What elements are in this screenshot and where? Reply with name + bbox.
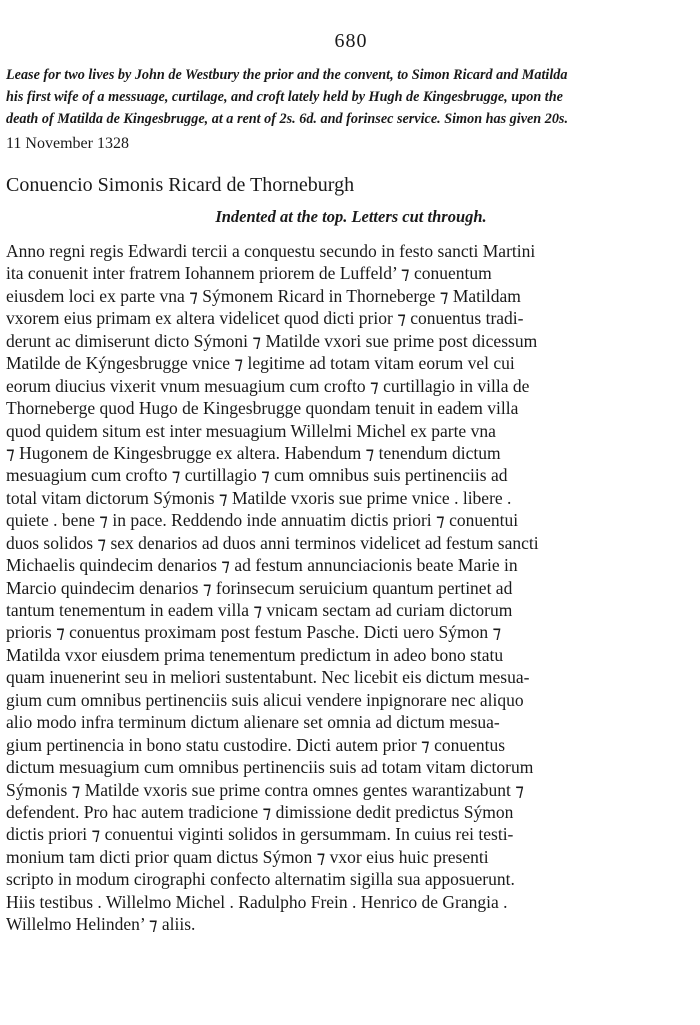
body-line: tantum tenementum in eadem villa ⁊ vnicam sectam ad curiam dictorum xyxy=(6,600,513,620)
document-page xyxy=(6,0,696,1025)
body-line: quam inuenerint seu in meliori sustentabunt. Nec licebit eis dictum mesua- xyxy=(6,667,530,688)
body-line: Marcio quindecim denarios ⁊ forinsecum seruicium quantum pertinet ad xyxy=(6,577,513,598)
body-line: total vitam dictorum Sýmonis ⁊ Matilde vxoris sue prime vnice . libere . xyxy=(6,487,512,508)
body-line: scripto in modum cirographi confecto alternatim sigilla sua apposuerunt. xyxy=(6,869,515,890)
page-number: 680 xyxy=(334,30,368,52)
body-line: Matilde de Kýngesbrugge vnice ⁊ legitime ad totam vitam eorum vel cui xyxy=(6,353,515,374)
body-line: duos solidos ⁊ sex denarios ad duos anni terminos videlicet ad festum sancti xyxy=(6,532,539,553)
body-line: gium pertinencia in bono statu custodire. Dicti autem prior ⁊ conuentus xyxy=(6,734,506,755)
body-line: Thorneberge quod Hugo de Kingesbrugge quondam tenuit in eadem villa xyxy=(6,398,519,419)
body-line: dictis priori ⁊ conuentui viginti solidos in gersummam. In cuius rei testi- xyxy=(6,824,514,845)
document-body xyxy=(6,240,696,936)
body-line: ⁊ Hugonem de Kingesbrugge ex altera. Habendum ⁊ tenendum dictum xyxy=(6,442,501,463)
body-line: vxorem eius primam ex altera videlicet quod dicti prior ⁊ conuentus tradi- xyxy=(6,308,524,329)
body-line: Anno regni regis Edwardi tercii a conquestu secundo in festo sancti Martini xyxy=(6,241,536,261)
body-line: derunt ac dimiserunt dicto Sýmoni ⁊ Matilde vxori sue prime post dicessum xyxy=(6,330,538,351)
body-line: eorum diucius vixerit vnum mesuagium cum crofto ⁊ curtillagio in villa de xyxy=(6,375,530,396)
body-line: Hiis testibus . Willelmo Michel . Radulpho Frein . Henrico de Grangia . xyxy=(6,891,508,912)
editorial-note: Indented at the top. Letters cut through. xyxy=(215,207,487,226)
body-line: monium tam dicti prior quam dictus Sýmon ⁊ vxor eius huic presenti xyxy=(6,846,489,867)
body-line: Michaelis quindecim denarios ⁊ ad festum annunciacionis beate Marie in xyxy=(6,555,518,576)
body-line: Matilda vxor eiusdem prima tenementum predictum in adeo bono statu xyxy=(6,644,504,665)
body-line: eiusdem loci ex parte vna ⁊ Sýmonem Ricard in Thorneberge ⁊ Matildam xyxy=(6,285,521,306)
body-line: ita conuenit inter fratrem Iohannem priorem de Luffeld’ ⁊ conuentum xyxy=(6,263,492,284)
document-date: 11 November 1328 xyxy=(6,135,129,152)
body-line: gium cum omnibus pertinenciis suis alicui vendere inpignorare nec aliquo xyxy=(6,689,524,710)
document-heading: Conuencio Simonis Ricard de Thorneburgh xyxy=(6,174,355,196)
summary-line: Lease for two lives by John de Westbury the prior and the convent, to Simon Ricard and Matilda xyxy=(6,67,568,83)
body-line: Sýmonis ⁊ Matilde vxoris sue prime contra omnes gentes warantizabunt ⁊ xyxy=(6,779,524,800)
body-line: prioris ⁊ conuentus proximam post festum Pasche. Dicti uero Sýmon ⁊ xyxy=(6,622,502,643)
body-line: quiete . bene ⁊ in pace. Reddendo inde annuatim dictis priori ⁊ conuentui xyxy=(6,510,519,531)
summary-line: his first wife of a messuage, curtilage, and croft lately held by Hugh de Kingesbrugge, upon the xyxy=(6,89,563,105)
body-line: quod quidem situm est inter mesuagium Willelmi Michel ex parte vna xyxy=(6,420,496,441)
document-summary xyxy=(6,64,696,130)
body-line: Willelmo Helinden’ ⁊ aliis. xyxy=(6,914,196,935)
summary-line: death of Matilda de Kingesbrugge, at a rent of 2s. 6d. and forinsec service. Simon has given 20s. xyxy=(6,111,568,127)
body-line: dictum mesuagium cum omnibus pertinenciis suis ad totam vitam dictorum xyxy=(6,757,534,778)
body-line: alio modo infra terminum dictum alienare set omnia ad dictum mesua- xyxy=(6,712,500,733)
body-line: mesuagium cum crofto ⁊ curtillagio ⁊ cum omnibus suis pertinenciis ad xyxy=(6,465,508,486)
body-line: defendent. Pro hac autem tradicione ⁊ dimissione dedit predictus Sýmon xyxy=(6,801,514,822)
